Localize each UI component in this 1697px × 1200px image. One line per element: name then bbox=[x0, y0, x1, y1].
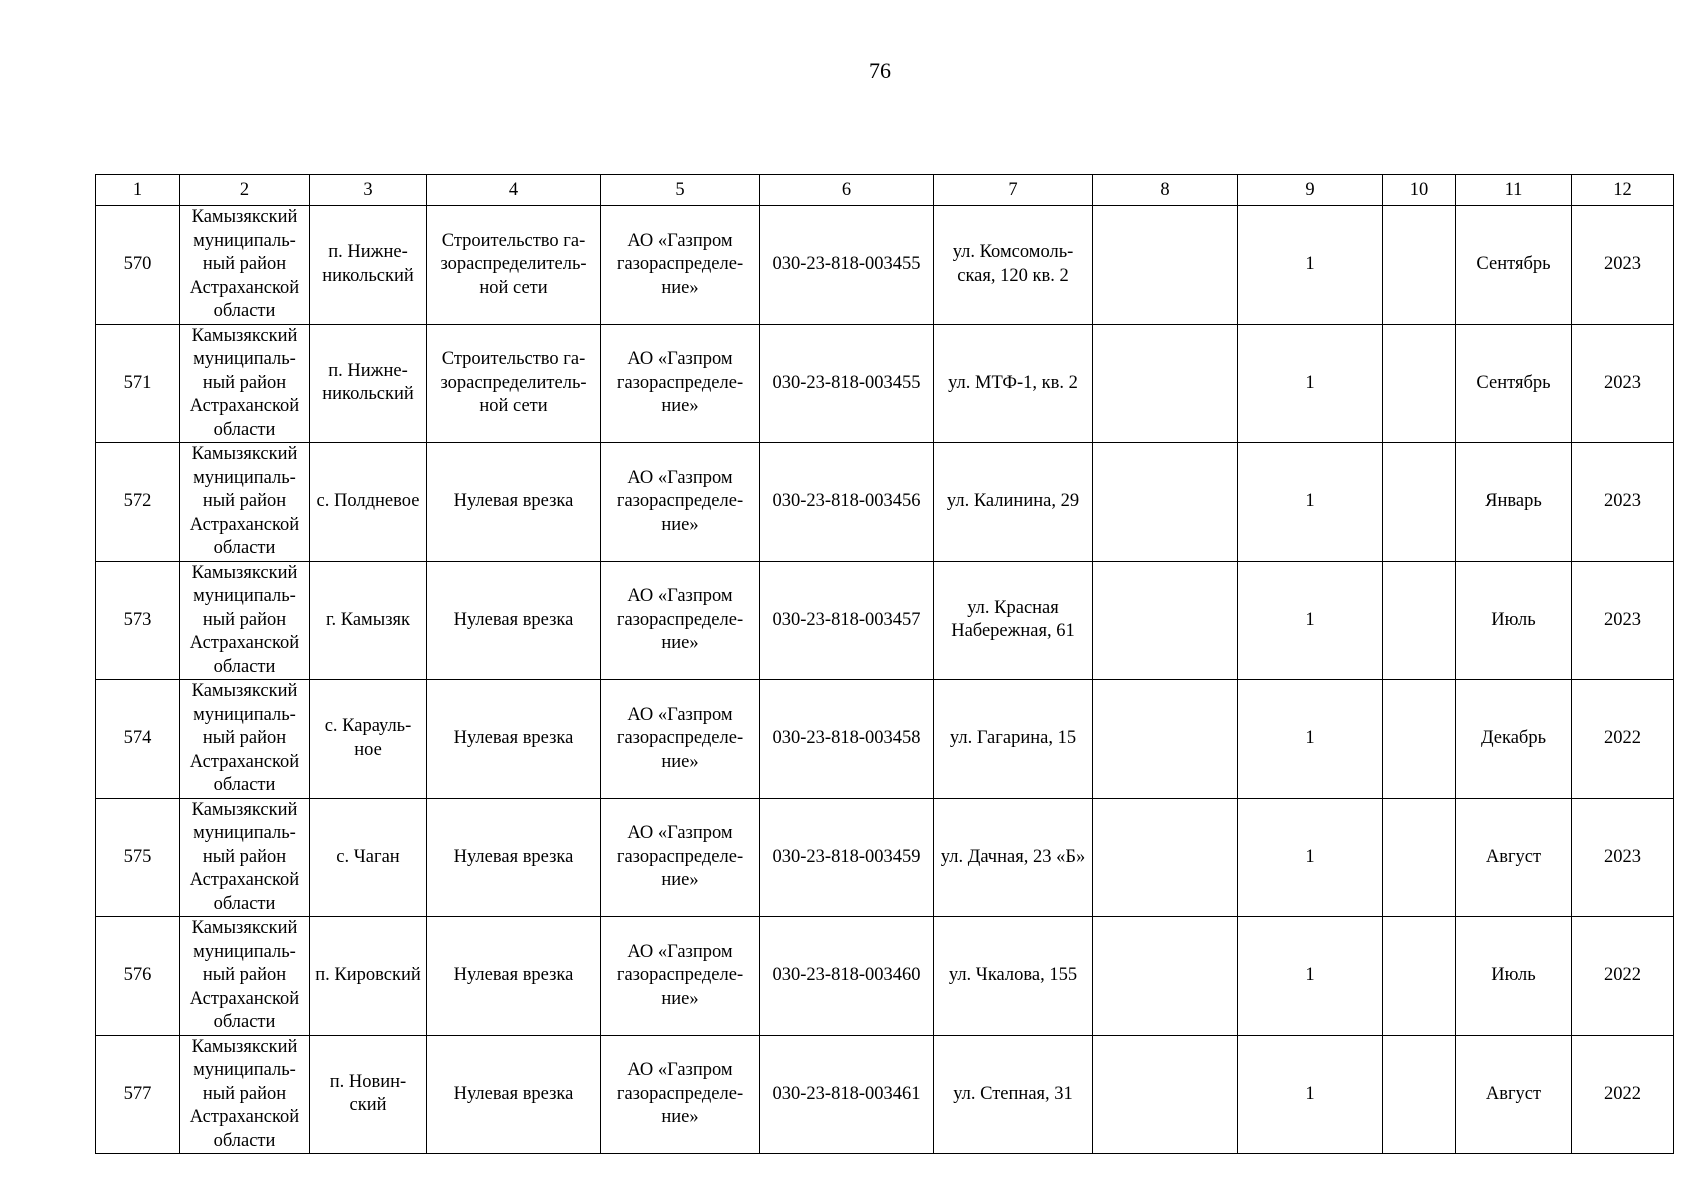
locality-cell: г. Камызяк bbox=[310, 561, 427, 680]
row-number-cell: 571 bbox=[96, 324, 180, 443]
year-cell: 2023 bbox=[1572, 798, 1674, 917]
district-cell: Камызякский муниципаль-ный район Астраханской области bbox=[180, 443, 310, 562]
column-10-cell bbox=[1383, 561, 1456, 680]
quantity-cell: 1 bbox=[1238, 798, 1383, 917]
column-header: 3 bbox=[310, 175, 427, 206]
month-cell: Январь bbox=[1456, 443, 1572, 562]
object-code-cell: 030-23-818-003455 bbox=[760, 324, 934, 443]
registry-table bbox=[95, 174, 1674, 1154]
work-type-cell: Нулевая врезка bbox=[427, 443, 601, 562]
address-cell: ул. Красная Набережная, 61 bbox=[934, 561, 1093, 680]
object-code-cell: 030-23-818-003459 bbox=[760, 798, 934, 917]
work-type-cell: Нулевая врезка bbox=[427, 798, 601, 917]
locality-cell: п. Новин-ский bbox=[310, 1035, 427, 1154]
table-row bbox=[96, 443, 1674, 562]
month-cell: Июль bbox=[1456, 561, 1572, 680]
quantity-cell: 1 bbox=[1238, 917, 1383, 1036]
address-cell: ул. Калинина, 29 bbox=[934, 443, 1093, 562]
table-row bbox=[96, 917, 1674, 1036]
address-cell: ул. Комсомоль-ская, 120 кв. 2 bbox=[934, 206, 1093, 325]
organization-cell: АО «Газпром газораспределе-ние» bbox=[601, 324, 760, 443]
quantity-cell: 1 bbox=[1238, 1035, 1383, 1154]
table-row bbox=[96, 324, 1674, 443]
column-8-cell bbox=[1093, 324, 1238, 443]
table-row bbox=[96, 1035, 1674, 1154]
organization-cell: АО «Газпром газораспределе-ние» bbox=[601, 1035, 760, 1154]
work-type-cell: Строительство га-зораспределитель-ной сети bbox=[427, 206, 601, 325]
organization-cell: АО «Газпром газораспределе-ние» bbox=[601, 443, 760, 562]
table-body bbox=[96, 175, 1674, 1154]
table-header-row bbox=[96, 175, 1674, 206]
row-number-cell: 575 bbox=[96, 798, 180, 917]
work-type-cell: Нулевая врезка bbox=[427, 917, 601, 1036]
table-row bbox=[96, 680, 1674, 799]
year-cell: 2023 bbox=[1572, 561, 1674, 680]
table-row bbox=[96, 561, 1674, 680]
month-cell: Июль bbox=[1456, 917, 1572, 1036]
column-10-cell bbox=[1383, 1035, 1456, 1154]
organization-cell: АО «Газпром газораспределе-ние» bbox=[601, 561, 760, 680]
quantity-cell: 1 bbox=[1238, 680, 1383, 799]
year-cell: 2022 bbox=[1572, 1035, 1674, 1154]
quantity-cell: 1 bbox=[1238, 443, 1383, 562]
address-cell: ул. Степная, 31 bbox=[934, 1035, 1093, 1154]
locality-cell: с. Чаган bbox=[310, 798, 427, 917]
table-row bbox=[96, 206, 1674, 325]
work-type-cell: Нулевая врезка bbox=[427, 680, 601, 799]
column-header: 1 bbox=[96, 175, 180, 206]
month-cell: Август bbox=[1456, 1035, 1572, 1154]
column-8-cell bbox=[1093, 561, 1238, 680]
quantity-cell: 1 bbox=[1238, 206, 1383, 325]
month-cell: Декабрь bbox=[1456, 680, 1572, 799]
district-cell: Камызякский муниципаль-ный район Астраханской области bbox=[180, 917, 310, 1036]
month-cell: Сентябрь bbox=[1456, 324, 1572, 443]
district-cell: Камызякский муниципаль-ный район Астраханской области bbox=[180, 206, 310, 325]
column-10-cell bbox=[1383, 917, 1456, 1036]
column-10-cell bbox=[1383, 798, 1456, 917]
column-8-cell bbox=[1093, 443, 1238, 562]
column-header: 10 bbox=[1383, 175, 1456, 206]
column-header: 6 bbox=[760, 175, 934, 206]
object-code-cell: 030-23-818-003460 bbox=[760, 917, 934, 1036]
address-cell: ул. МТФ-1, кв. 2 bbox=[934, 324, 1093, 443]
object-code-cell: 030-23-818-003456 bbox=[760, 443, 934, 562]
column-header: 11 bbox=[1456, 175, 1572, 206]
page-number: 76 bbox=[869, 58, 891, 83]
district-cell: Камызякский муниципаль-ный район Астраханской области bbox=[180, 324, 310, 443]
address-cell: ул. Гагарина, 15 bbox=[934, 680, 1093, 799]
row-number-cell: 573 bbox=[96, 561, 180, 680]
column-8-cell bbox=[1093, 680, 1238, 799]
month-cell: Сентябрь bbox=[1456, 206, 1572, 325]
year-cell: 2022 bbox=[1572, 680, 1674, 799]
address-cell: ул. Чкалова, 155 bbox=[934, 917, 1093, 1036]
year-cell: 2023 bbox=[1572, 206, 1674, 325]
table-row bbox=[96, 798, 1674, 917]
quantity-cell: 1 bbox=[1238, 561, 1383, 680]
district-cell: Камызякский муниципаль-ный район Астраханской области bbox=[180, 1035, 310, 1154]
row-number-cell: 574 bbox=[96, 680, 180, 799]
column-header: 4 bbox=[427, 175, 601, 206]
column-10-cell bbox=[1383, 206, 1456, 325]
column-header: 12 bbox=[1572, 175, 1674, 206]
row-number-cell: 576 bbox=[96, 917, 180, 1036]
column-header: 2 bbox=[180, 175, 310, 206]
row-number-cell: 570 bbox=[96, 206, 180, 325]
district-cell: Камызякский муниципаль-ный район Астраханской области bbox=[180, 561, 310, 680]
object-code-cell: 030-23-818-003455 bbox=[760, 206, 934, 325]
locality-cell: п. Кировский bbox=[310, 917, 427, 1036]
year-cell: 2023 bbox=[1572, 324, 1674, 443]
column-10-cell bbox=[1383, 443, 1456, 562]
organization-cell: АО «Газпром газораспределе-ние» bbox=[601, 680, 760, 799]
object-code-cell: 030-23-818-003458 bbox=[760, 680, 934, 799]
month-cell: Август bbox=[1456, 798, 1572, 917]
locality-cell: п. Нижне-никольский bbox=[310, 206, 427, 325]
object-code-cell: 030-23-818-003457 bbox=[760, 561, 934, 680]
work-type-cell: Строительство га-зораспределитель-ной сети bbox=[427, 324, 601, 443]
row-number-cell: 577 bbox=[96, 1035, 180, 1154]
organization-cell: АО «Газпром газораспределе-ние» bbox=[601, 206, 760, 325]
locality-cell: п. Нижне-никольский bbox=[310, 324, 427, 443]
district-cell: Камызякский муниципаль-ный район Астраханской области bbox=[180, 798, 310, 917]
work-type-cell: Нулевая врезка bbox=[427, 561, 601, 680]
organization-cell: АО «Газпром газораспределе-ние» bbox=[601, 798, 760, 917]
quantity-cell: 1 bbox=[1238, 324, 1383, 443]
row-number-cell: 572 bbox=[96, 443, 180, 562]
address-cell: ул. Дачная, 23 «Б» bbox=[934, 798, 1093, 917]
district-cell: Камызякский муниципаль-ный район Астраханской области bbox=[180, 680, 310, 799]
column-8-cell bbox=[1093, 1035, 1238, 1154]
year-cell: 2023 bbox=[1572, 443, 1674, 562]
object-code-cell: 030-23-818-003461 bbox=[760, 1035, 934, 1154]
locality-cell: с. Полдневое bbox=[310, 443, 427, 562]
year-cell: 2022 bbox=[1572, 917, 1674, 1036]
organization-cell: АО «Газпром газораспределе-ние» bbox=[601, 917, 760, 1036]
column-10-cell bbox=[1383, 324, 1456, 443]
column-header: 7 bbox=[934, 175, 1093, 206]
column-8-cell bbox=[1093, 798, 1238, 917]
work-type-cell: Нулевая врезка bbox=[427, 1035, 601, 1154]
column-header: 5 bbox=[601, 175, 760, 206]
column-10-cell bbox=[1383, 680, 1456, 799]
column-8-cell bbox=[1093, 206, 1238, 325]
column-header: 9 bbox=[1238, 175, 1383, 206]
column-8-cell bbox=[1093, 917, 1238, 1036]
column-header: 8 bbox=[1093, 175, 1238, 206]
locality-cell: с. Карауль-ное bbox=[310, 680, 427, 799]
